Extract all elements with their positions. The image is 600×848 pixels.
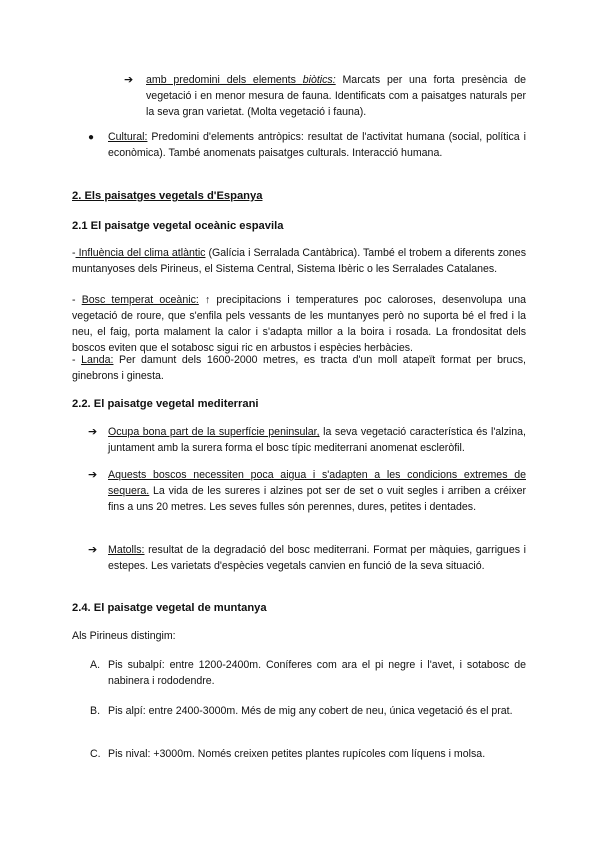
oceanic-paragraph-2: - Bosc temperat oceànic: ↑ precipitacions i temperatures poc caloroses, desenvolupa una vegetació de roure, que s'enfila pels vessants de les muntanyes però no suporta bé el fred i la neu, el faig, porta malament la calor i s'adapta millor a la boira i rosada. La frondositat dels boscos eviten que el sotabosc sigui ric en arbustos i espècies herbàcies. xyxy=(72,294,526,354)
oceanic-paragraph-1: - Influència del clima atlàntic (Galícia i Serralada Cantàbrica). També el trobem a diferents zones muntanyoses dels Pirineus, el Sistema Central, Sistema Ibèric o les Serralades Catalanes. xyxy=(72,247,527,275)
arrow-bullet-icon: ➔ xyxy=(88,544,98,556)
cultural-item xyxy=(108,129,526,161)
biotic-item xyxy=(146,72,526,120)
atlantic-climate-label: Influència del clima atlàntic xyxy=(75,247,206,259)
cultural-text: Predomini d'elements antròpics: resultat de l'activitat humana (social, política i econòmica). També anomenats paisatges culturals. Interacció humana. xyxy=(108,131,526,159)
arrow-bullet-icon: ➔ xyxy=(88,469,98,481)
mediterranean-item-2: Aquests boscos necessiten poca aigua i s'adapten a les condicions extremes de sequera. La vida de les sureres i alzines pot ser de set o vuit segles i arriben a créixer fins a uns 20 metres. Les seves fulles són perennes, dures, petites i dentades. xyxy=(108,469,526,513)
mountain-item-c: Pis nival: +3000m. Només creixen petites plantes rupícoles com líquens i molsa. xyxy=(108,748,486,760)
mountain-item-b: Pis alpí: entre 2400-3000m. Més de mig any cobert de neu, única vegetació és el prat. xyxy=(108,705,513,717)
section-2-heading: 2. Els paisatges vegetals d'Espanya xyxy=(72,190,263,202)
mediterranean-item-3: Matolls: resultat de la degradació del bosc mediterrani. Format per màquies, garrigues i estepes. Les varietats d'espècies vegetals canvien en funció de la seva situació. xyxy=(108,544,526,572)
landa-label: Landa: xyxy=(81,354,114,366)
mountain-item-a: Pis subalpí: entre 1200-2400m. Coníferes com ara el pi negre i l'avet, i sotabosc de nabinera i rododendre. xyxy=(108,659,526,687)
bullet-icon: ● xyxy=(88,132,95,143)
mediterranean-item-1: Ocupa bona part de la superfície peninsular, la seva vegetació característica és l'alzina, juntament amb la surera forma el bosc típic mediterrani anomenat escleròfil. xyxy=(108,426,526,454)
section-2-2-heading: 2.2. El paisatge vegetal mediterrani xyxy=(72,398,259,410)
list-letter-a: A. xyxy=(90,659,101,671)
list-letter-c: C. xyxy=(90,748,101,760)
pyrenees-intro: Als Pirineus distingim: xyxy=(72,630,176,642)
cultural-label: Cultural: xyxy=(108,131,148,143)
biotic-text: Marcats per una forta presència de vegetació i en menor mesura de fauna. Identificats com a paisatges naturals per la seva gran varietat. (Molta vegetació i fauna). xyxy=(146,74,526,118)
temperate-forest-label: Bosc temperat oceànic: xyxy=(81,294,199,306)
section-2-1-heading: 2.1 El paisatge vegetal oceànic espavila xyxy=(72,220,284,232)
arrow-bullet-icon: ➔ xyxy=(88,426,98,438)
arrow-bullet-icon: ➔ xyxy=(124,74,134,86)
biotic-label: amb predomini dels elements biòtics: xyxy=(146,74,336,86)
list-letter-b: B. xyxy=(90,705,101,717)
section-2-4-heading: 2.4. El paisatge vegetal de muntanya xyxy=(72,602,267,614)
oceanic-paragraph-3: - Landa: Per damunt dels 1600-2000 metres, es tracta d'un moll atapeït format per brucs, ginebrons i ginesta. xyxy=(72,354,526,382)
